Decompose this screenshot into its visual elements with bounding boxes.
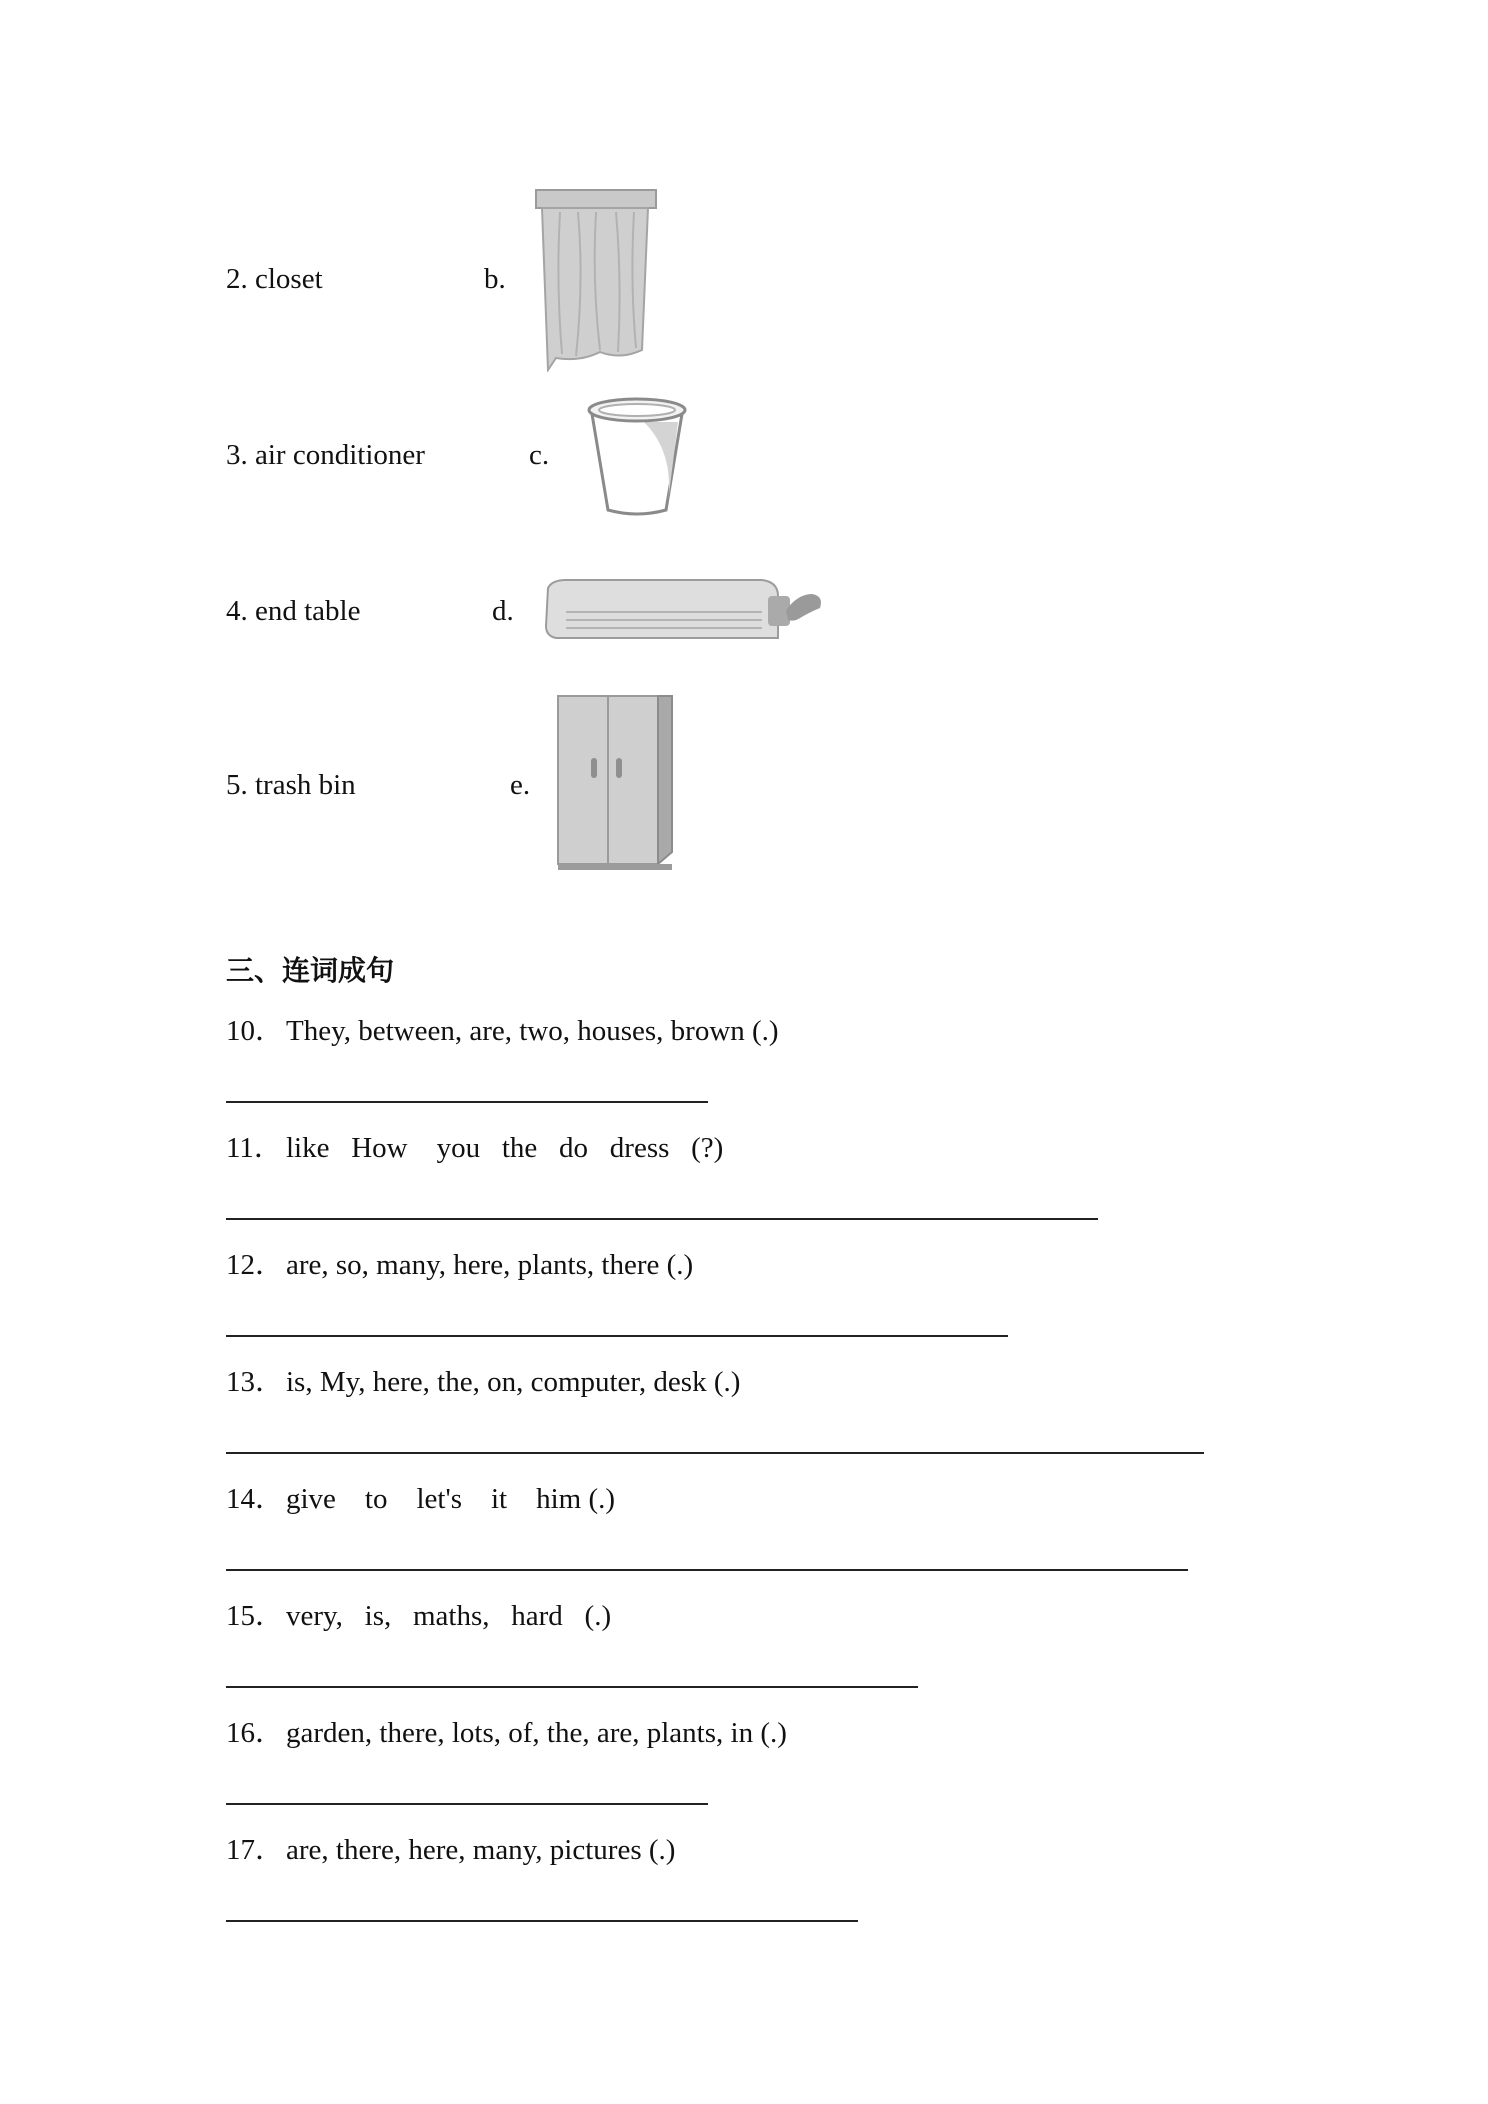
question-words: very, is, maths, hard (.) — [286, 1600, 612, 1632]
curtain-image — [530, 182, 660, 372]
question-number: 17． — [226, 1834, 285, 1866]
match-letter-e: e. — [510, 769, 531, 801]
answer-line[interactable] — [226, 1569, 1188, 1571]
question-number: 13． — [226, 1366, 285, 1398]
question-words: are, so, many, here, plants, there (.) — [286, 1249, 694, 1281]
question-words: give to let's it him (.) — [286, 1483, 616, 1515]
paper-cup-image — [582, 392, 692, 520]
match-letter-d: d. — [492, 595, 514, 627]
match-word-end-table: 4. end table — [226, 595, 361, 627]
answer-line[interactable] — [226, 1686, 918, 1688]
question-words: like How you the do dress (?) — [286, 1132, 724, 1164]
question-number: 15． — [226, 1600, 285, 1632]
answer-line[interactable] — [226, 1218, 1098, 1220]
question-words: are, there, here, many, pictures (.) — [286, 1834, 676, 1866]
question-words: garden, there, lots, of, the, are, plants, in (.) — [286, 1717, 787, 1749]
question-words: They, between, are, two, houses, brown (.) — [286, 1015, 779, 1047]
air-conditioner-image — [542, 576, 824, 650]
answer-line[interactable] — [226, 1452, 1204, 1454]
match-letter-b: b. — [484, 263, 506, 295]
match-word-trash-bin: 5. trash bin — [226, 769, 356, 801]
question-number: 10． — [226, 1015, 285, 1047]
question-words: is, My, here, the, on, computer, desk (.) — [286, 1366, 741, 1398]
answer-line[interactable] — [226, 1335, 1008, 1337]
match-word-closet: 2. closet — [226, 263, 323, 295]
answer-line[interactable] — [226, 1920, 858, 1922]
question-number: 11． — [226, 1132, 283, 1164]
match-letter-c: c. — [529, 439, 550, 471]
wardrobe-image — [554, 692, 680, 874]
section-title: 三、连词成句 — [226, 954, 395, 987]
match-word-air-conditioner: 3. air conditioner — [226, 439, 425, 471]
question-number: 16． — [226, 1717, 285, 1749]
answer-line[interactable] — [226, 1101, 708, 1103]
answer-line[interactable] — [226, 1803, 708, 1805]
question-number: 12． — [226, 1249, 285, 1281]
question-number: 14． — [226, 1483, 285, 1515]
